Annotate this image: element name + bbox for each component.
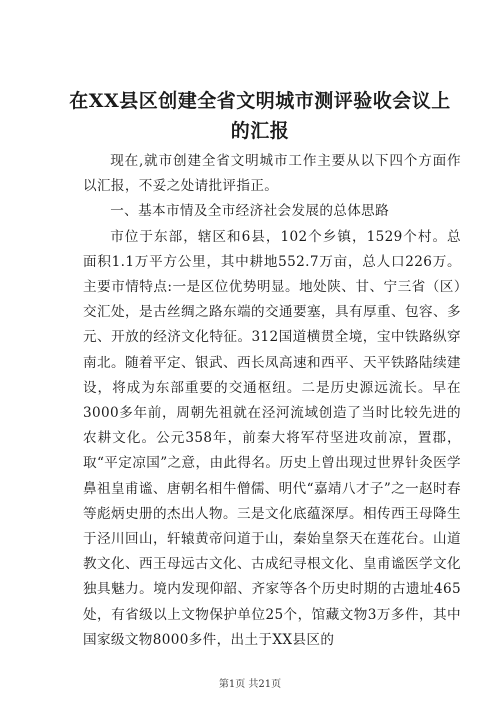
page-number-footer: 第1页 共21页 [218, 679, 282, 690]
document-body [83, 149, 461, 653]
intro-paragraph: 现在,就市创建全省文明城市工作主要从以下四个方面作以汇报，不妥之处请批评指正。 [83, 153, 461, 195]
section-heading: 一、基本市情及全市经济社会发展的总体思路 [110, 203, 390, 220]
body-paragraph: 市位于东部，辖区和6县，102个乡镇，1529个村。总面积1.1万平方公里，其中耕地552.7万亩，总人口226万。主要市情特点:一是区位优势明显。地处陕、甘、宁三省（区）交汇处，是古丝绸之路东端的交通要塞，具有厚重、包容、多元、开放的经济文化特征。312国道横贯全境，宝中铁路纵穿南北。随着平定、银武、西长凤高速和西平、天平铁路陆续建设，将成为东部重要的交通枢纽。二是历史源远流长。早在3000多年前，周朝先祖就在泾河流域创造了当时比较先进的农耕文化。公元358年，前秦大将军苻坚进攻前凉，置郡，取“平定凉国”之意，由此得名。历史上曾出现过世界针灸医学鼻祖皇甫谧、唐朝名相牛僧儒、明代“嘉靖八才子”之一赵时春等彪炳史册的杰出人物。三是文化底蕴深厚。相传西王母降生于泾川回山，轩辕黄帝问道于山，秦始皇祭天在莲花台。山道教文化、西王母远古文化、古成纪寻根文化、皇甫谧医学文化独具魅力。境内发现仰韶、齐家等各个历史时期的古遗址465处，有省级以上文物保护单位25个，馆藏文物3万多件，其中国家级文物8000多件，出土于XX县区的 [83, 228, 461, 648]
document-title: 在XX县区创建全省文明城市测评验收会议上的汇报 [69, 90, 451, 142]
